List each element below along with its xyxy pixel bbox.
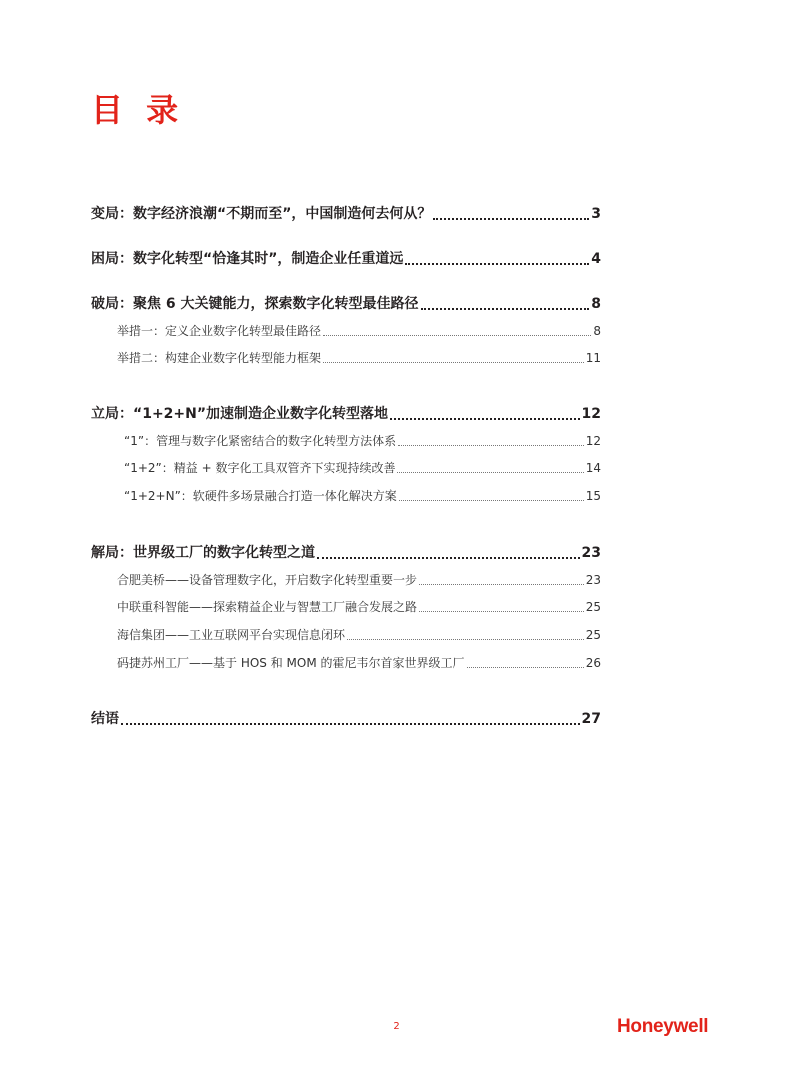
toc-entry-page: 8	[591, 296, 601, 312]
toc-subentry-label: “1+2”：精益 + 数字化工具双管齐下实现持续改善	[124, 461, 396, 475]
honeywell-logo: Honeywell	[617, 1016, 709, 1037]
toc-leader-dots	[419, 610, 584, 612]
toc-entry-label: 立局：“1+2+N”加速制造企业数字化转型落地	[91, 406, 389, 422]
toc-subentry-label: 中联重科智能——探索精益企业与智慧工厂融合发展之路	[117, 600, 418, 614]
toc-subentry-page: 26	[585, 656, 601, 670]
toc-subentry-label: “1+2+N”：软硬件多场景融合打造一体化解决方案	[124, 489, 397, 503]
toc-subentry[interactable]	[117, 654, 601, 672]
toc-entry-page: 27	[581, 711, 601, 727]
toc-entry[interactable]	[91, 249, 601, 269]
toc-subentry-page: 8	[593, 324, 601, 338]
toc-subentry-label: 码捷苏州工厂——基于 HOS 和 MOM 的霍尼韦尔首家世界级工厂	[117, 656, 465, 670]
toc-subentry-label: 举措二：构建企业数字化转型能力框架	[117, 351, 322, 365]
toc-subentry-page: 23	[585, 573, 601, 587]
toc-entry-label: 结语	[91, 711, 119, 727]
toc-entry-label: 变局：数字经济浪潮“不期而至”，中国制造何去何从？	[91, 206, 432, 222]
toc-leader-dots	[399, 499, 584, 501]
toc-leader-dots	[323, 361, 584, 363]
toc-subentry[interactable]	[117, 571, 601, 589]
toc-entry[interactable]	[91, 204, 601, 224]
toc-subentry-page: 14	[585, 461, 601, 475]
page-number: 2	[393, 1021, 400, 1032]
toc-subentry[interactable]	[117, 626, 601, 644]
toc-leader-dots	[421, 307, 590, 310]
toc-subentry-page: 15	[585, 489, 601, 503]
toc-entry-label: 困局：数字化转型“恰逢其时”，制造企业任重道远	[91, 251, 404, 267]
toc-entry-page: 12	[581, 406, 601, 422]
toc-entry-label: 解局：世界级工厂的数字化转型之道	[91, 545, 315, 561]
toc-subentry[interactable]	[117, 598, 601, 616]
toc-subentry[interactable]	[117, 322, 601, 340]
toc-leader-dots	[121, 722, 580, 725]
toc-entry-label: 破局：聚焦 6 大关键能力，探索数字化转型最佳路径	[91, 296, 419, 312]
page-title: 目 录	[91, 91, 185, 129]
toc-subentry[interactable]	[117, 349, 601, 367]
toc-entry-page: 23	[581, 545, 601, 561]
toc-entry[interactable]	[91, 404, 601, 424]
toc-leader-dots	[347, 638, 584, 640]
toc-leader-dots	[323, 334, 591, 336]
toc-leader-dots	[398, 444, 584, 446]
toc-leader-dots	[390, 417, 579, 420]
toc-entry[interactable]	[91, 294, 601, 314]
toc-entry-page: 4	[591, 251, 601, 267]
toc-subentry-page: 11	[585, 351, 601, 365]
toc-subentry-page: 25	[585, 628, 601, 642]
toc-leader-dots	[405, 262, 589, 265]
toc-leader-dots	[467, 666, 584, 668]
toc-leader-dots	[433, 217, 589, 220]
toc-subentry[interactable]	[124, 487, 601, 505]
toc-entry[interactable]	[91, 709, 601, 729]
toc-subentry-label: 举措一：定义企业数字化转型最佳路径	[117, 324, 322, 338]
toc-leader-dots	[397, 471, 583, 473]
toc-leader-dots	[419, 583, 584, 585]
toc-subentry-label: 合肥美桥——设备管理数字化，开启数字化转型重要一步	[117, 573, 418, 587]
toc-entry[interactable]	[91, 543, 601, 563]
toc-subentry-page: 12	[585, 434, 601, 448]
toc-leader-dots	[317, 556, 580, 559]
toc-subentry-page: 25	[585, 600, 601, 614]
toc-subentry-label: “1”：管理与数字化紧密结合的数字化转型方法体系	[124, 434, 397, 448]
toc-subentry-label: 海信集团——工业互联网平台实现信息闭环	[117, 628, 346, 642]
toc-entry-page: 3	[591, 206, 601, 222]
toc-subentry[interactable]	[124, 459, 601, 477]
toc-subentry[interactable]	[124, 432, 601, 450]
